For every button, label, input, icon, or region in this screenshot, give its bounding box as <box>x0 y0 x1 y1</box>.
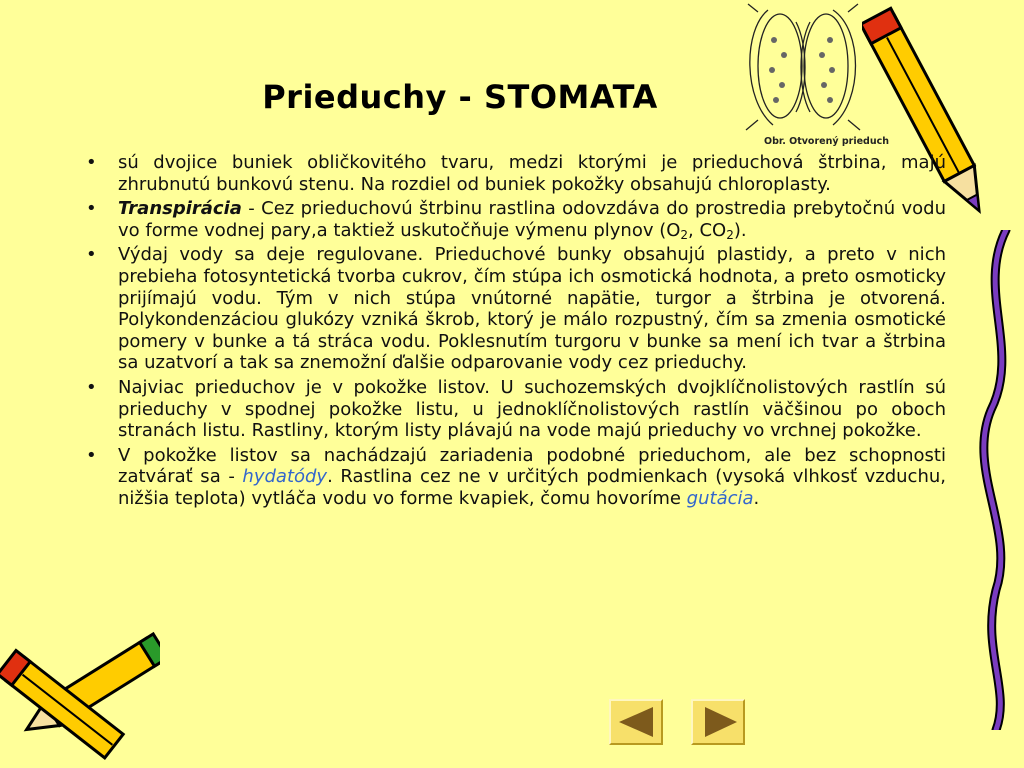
page-title: Prieduchy - STOMATA <box>262 78 658 116</box>
term-transpiracia: Transpirácia <box>118 198 242 220</box>
previous-slide-button[interactable] <box>609 699 663 745</box>
list-item <box>80 377 946 442</box>
list-item <box>80 244 946 374</box>
bullet-dot: • <box>86 244 97 266</box>
hydatody-link[interactable]: hydatódy <box>242 466 328 488</box>
pencils-bottom-left-icon <box>0 618 160 768</box>
bullet-text: sú dvojice buniek obličkovitého tvaru, medzi ktorými je prieduchová štrbina, majú zhrubnutú bunkovú stenu. Na rozdiel od buniek pokožky obsahujú chloroplasty. <box>118 152 946 195</box>
list-item <box>80 445 946 510</box>
triangle-left-icon <box>611 701 661 743</box>
bullet-dot: • <box>86 198 97 220</box>
bullet-dot: • <box>86 444 97 466</box>
subscript: 2 <box>726 227 734 242</box>
bullet-text: ). <box>733 219 747 241</box>
image-caption: Obr. Otvorený prieduch <box>764 136 889 147</box>
bullet-text: Najviac prieduchov je v pokožke listov. U suchozemských dvojklíčnolistových rastlín sú prieduchy v spodnej pokožke listu, u jednoklíčnolistových rastlín väčšinou po oboch stranách listu. Rastliny, ktorým listy plávajú na vode majú prieduchy vo vrchnej pokožke. <box>118 376 946 442</box>
bullet-text: V pokožke listov sa nachádzajú zariadenia podobné prieduchom, ale bez schopnosti zatvárať sa - <box>118 444 946 488</box>
subscript: 2 <box>680 227 689 242</box>
squiggle-decoration <box>966 230 1024 730</box>
bullet-text: . <box>753 487 760 509</box>
bullet-dot: • <box>86 152 97 173</box>
next-slide-button[interactable] <box>691 699 745 745</box>
list-item <box>80 198 946 241</box>
bullet-text: . Rastlina cez ne v určitých podmienkach (vysoká vlhkosť vzduchu, nižšia teplota) vytláča vodu vo forme kvapiek, čomu hovoríme <box>118 466 946 509</box>
bullet-text: - Cez prieduchovú štrbinu rastlina odovzdáva do prostredia prebytočnú vodu vo forme vodnej pary,a taktiež uskutočňuje výmenu plynov (O <box>118 198 946 241</box>
list-item <box>80 152 946 195</box>
gutacia-link[interactable]: gutácia <box>686 487 754 509</box>
bullet-text: Výdaj vody sa deje regulovane. Prieduchové bunky obsahujú plastidy, a preto v nich prebieha fotosyntetická tvorba cukrov, čím stúpa ich osmotická hodnota, a preto osmoticky prijímajú vodu. Tým v nich stúpa vnútorné napätie, turgor a štrbina je otvorená. Polykondenzáciou glukózy vzniká škrob, ktorý je málo rozpustný, čím sa zmenia osmotické pomery v bunke a tá stráca vodu. Poklesnutím turgoru v bunke sa mení ich tvar a štrbina sa uzatvorí a tak sa znemožní ďalšie odparovanie vody cez prieduchy. <box>118 244 946 374</box>
bullet-dot: • <box>86 376 97 398</box>
triangle-right-icon <box>693 701 743 743</box>
bullet-text: , CO <box>688 219 727 241</box>
bullet-list <box>80 152 946 513</box>
